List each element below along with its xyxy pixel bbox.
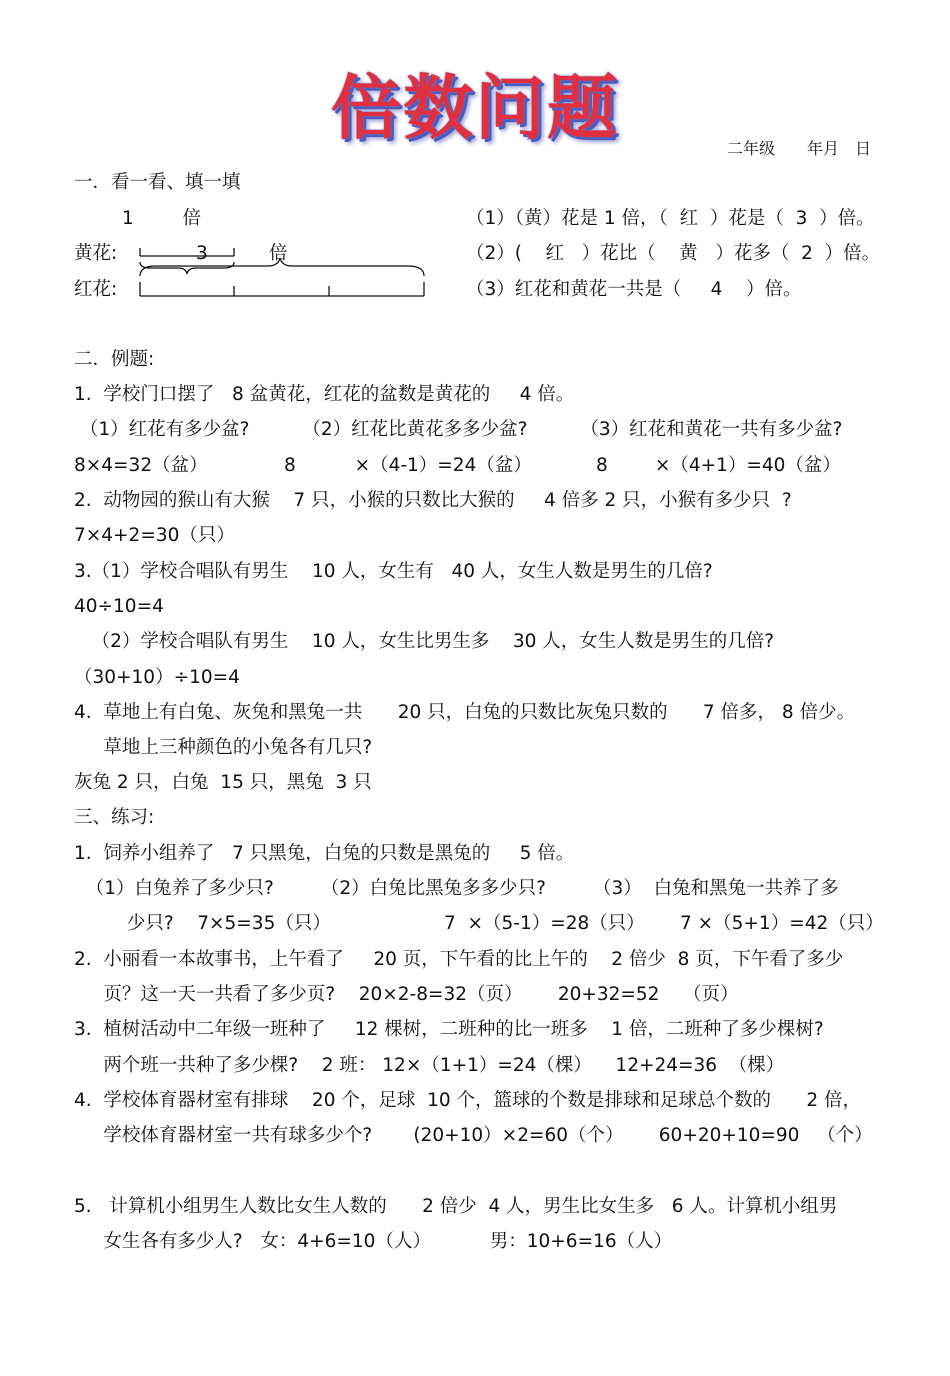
practice-answer: 7 ×（5+1）=42（只） (680, 913, 884, 934)
page-title: 倍数问题 (331, 66, 619, 149)
example-line: 2. 动物园的猴山有大猴 7 只，小猴的只数比大猴的 4 倍多 2 只，小猴有多少只 ? (74, 490, 792, 511)
example-answer: 8 ×（4-1）=24（盆） (284, 455, 532, 476)
practice-line: 页？这一天一共看了多少页? 20×2-8=32（页） 20+32=52 （页） (74, 984, 739, 1005)
diagram-top-label: 1 倍 (122, 208, 202, 229)
s1-question-1: （1）（黄）花是 1 倍，（ 红 ）花是（ 3 ）倍。 (466, 208, 875, 229)
practice-line: 5. 计算机小组男生人数比女生人数的 2 倍少 4 人，男生比女生多 6 人。计算机小组男 (74, 1196, 838, 1217)
practice-line: 3. 植树活动中二年级一班种了 12 棵树，二班种的比一班多 1 倍，二班种了多少棵树? (74, 1019, 824, 1040)
s1-question-3: （3）红花和黄花一共是（ 4 ）倍。 (466, 279, 802, 300)
total-brace (140, 258, 424, 276)
section2-heading: 二．例题: (74, 349, 155, 370)
diagram-mark-3: 3 (196, 243, 208, 264)
example-line: （2）学校合唱队有男生 10 人，女生比男生多 30 人，女生人数是男生的几倍? (74, 631, 775, 652)
s1-question-2: （2）( 红 ）花比（ 黄 ）花多（ 2 ）倍。 (466, 243, 881, 264)
practice-line: 女生各有多少人? 女：4+6=10（人） 男：10+6=16（人） (74, 1231, 673, 1252)
section1-heading: 一．看一看、填一填 (74, 172, 241, 193)
example-line: 1. 学校门口摆了 8 盆黄花，红花的盆数是黄花的 4 倍。 (74, 384, 575, 405)
line-segment-diagram (0, 0, 950, 320)
yellow-flower-label: 黄花: (74, 243, 118, 264)
grade-date-header: 二年级 年月 日 (727, 139, 872, 158)
example-answer: 灰兔 2 只，白兔 15 只，黑兔 3 只 (74, 772, 372, 793)
red-flower-label: 红花: (74, 279, 118, 300)
example-answer: 40÷10=4 (74, 596, 164, 617)
example-line: 4. 草地上有白兔、灰兔和黑兔一共 20 只，白兔的只数比灰兔只数的 7 倍多， 8 倍少。 (74, 702, 856, 723)
example-answer: 8 ×（4+1）=40（盆） (596, 455, 841, 476)
practice-line: 少只? 7×5=35（只） (74, 913, 331, 934)
yellow-brace (140, 262, 234, 274)
example-line: （1）红花有多少盆? （2）红花比黄花多多少盆? （3）红花和黄花一共有多少盆? (74, 419, 843, 440)
diagram-mark-bei: 倍 (269, 243, 288, 264)
practice-line: 2. 小丽看一本故事书，上午看了 20 页，下午看的比上午的 2 倍少 8 页，下午看了多少 (74, 949, 844, 970)
example-line: 草地上三种颜色的小兔各有几只? (74, 737, 373, 758)
practice-line: 4. 学校体育器材室有排球 20 个，足球 10 个，篮球的个数是排球和足球总个数的 2 倍， (74, 1090, 861, 1111)
practice-answer: 7 ×（5-1）=28（只） (444, 913, 645, 934)
practice-line: 学校体育器材室一共有球多少个? (20+10）×2=60（个） 60+20+10=90 （个） (74, 1125, 873, 1146)
section3-heading: 三、练习: (74, 807, 155, 828)
practice-line: （1）白兔养了多少只? （2）白兔比黑兔多多少只? （3） 白兔和黑兔一共养了多 (74, 878, 839, 899)
example-answer: 7×4+2=30（只） (74, 525, 235, 546)
practice-line: 1. 饲养小组养了 7 只黑兔，白兔的只数是黑兔的 5 倍。 (74, 843, 575, 864)
example-line: 3.（1）学校合唱队有男生 10 人，女生有 40 人，女生人数是男生的几倍? (74, 561, 713, 582)
example-answer: （30+10）÷10=4 (74, 667, 240, 688)
example-answer: 8×4=32（盆） (74, 455, 208, 476)
practice-line: 两个班一共种了多少棵? 2 班： 12×（1+1）=24（棵） 12+24=36 （棵） (74, 1055, 785, 1076)
